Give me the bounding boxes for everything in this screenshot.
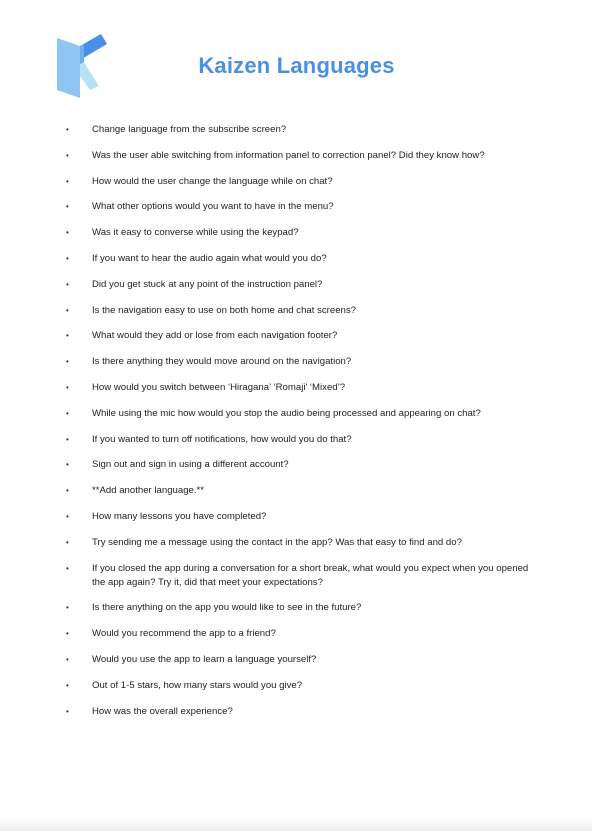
bullet-marker: • — [66, 460, 69, 470]
bullet-marker: • — [66, 176, 69, 186]
question-item — [66, 200, 536, 214]
bullet-marker: • — [66, 279, 69, 289]
bullet-marker: • — [66, 150, 69, 160]
question-text: How was the overall experience? — [92, 705, 233, 717]
question-text: **Add another language.** — [92, 485, 205, 497]
question-text: Is there anything they would move around on the navigation? — [92, 356, 352, 368]
question-text: What would they add or lose from each navigation footer? — [92, 330, 338, 342]
bullet-marker: • — [66, 486, 69, 496]
bullet-marker: • — [66, 357, 69, 367]
bullet-marker: • — [66, 706, 69, 716]
question-item — [66, 627, 536, 641]
question-item — [66, 679, 536, 693]
question-item — [66, 458, 536, 472]
question-item — [66, 484, 536, 498]
question-text: If you wanted to turn off notifications, how would you do that? — [92, 433, 352, 445]
question-item — [66, 433, 536, 447]
bullet-marker: • — [66, 511, 69, 521]
question-text: Was it easy to converse while using the keypad? — [92, 227, 299, 239]
question-item — [66, 510, 536, 524]
question-text: What other options would you want to have in the menu? — [92, 201, 334, 213]
question-text: If you closed the app during a conversation for a short break, what would you expect when you opened the app again? Try it, did that meet your expectations? — [92, 562, 529, 588]
question-item — [66, 381, 536, 395]
bullet-marker: • — [66, 603, 69, 613]
question-text: Try sending me a message using the contact in the app? Was that easy to find and do? — [92, 536, 462, 548]
question-text: Would you use the app to learn a language yourself? — [92, 653, 317, 665]
question-item — [66, 536, 536, 550]
page-bottom-edge — [0, 817, 592, 831]
question-item — [66, 407, 536, 421]
question-item — [66, 601, 536, 615]
question-item — [66, 226, 536, 240]
question-text: Out of 1-5 stars, how many stars would you give? — [92, 679, 303, 691]
bullet-marker: • — [66, 202, 69, 212]
question-text: How would the user change the language while on chat? — [92, 175, 333, 187]
question-text: Was the user able switching from information panel to correction panel? Did they know how? — [92, 149, 485, 161]
bullet-marker: • — [66, 654, 69, 664]
question-text: Would you recommend the app to a friend? — [92, 628, 276, 640]
question-item — [66, 304, 536, 318]
question-item — [66, 329, 536, 343]
question-text: How would you switch between ‘Hiragana’ ‘Romaji’ ‘Mixed’? — [92, 381, 346, 393]
question-text: Sign out and sign in using a different account? — [92, 459, 289, 471]
question-item — [66, 175, 536, 189]
question-item — [66, 123, 536, 137]
question-text: Did you get stuck at any point of the instruction panel? — [92, 278, 323, 290]
bullet-marker: • — [66, 537, 69, 547]
question-item — [66, 149, 536, 163]
bullet-marker: • — [66, 305, 69, 315]
bullet-marker: • — [66, 563, 69, 573]
question-item — [66, 355, 536, 369]
question-item — [66, 278, 536, 292]
bullet-marker: • — [66, 253, 69, 263]
question-text: How many lessons you have completed? — [92, 510, 267, 522]
question-text: If you want to hear the audio again what would you do? — [92, 252, 327, 264]
question-item — [66, 653, 536, 667]
bullet-marker: • — [66, 228, 69, 238]
question-text: Is there anything on the app you would like to see in the future? — [92, 602, 362, 614]
question-item — [66, 705, 536, 719]
question-text: Is the navigation easy to use on both home and chat screens? — [92, 304, 357, 316]
bullet-marker: • — [66, 408, 69, 418]
question-item — [66, 252, 536, 266]
question-item — [66, 562, 536, 590]
bullet-marker: • — [66, 331, 69, 341]
question-text: While using the mic how would you stop the audio being processed and appearing on chat? — [92, 407, 481, 419]
bullet-marker: • — [66, 680, 69, 690]
bullet-marker: • — [66, 434, 69, 444]
bullet-marker: • — [66, 629, 69, 639]
bullet-marker: • — [66, 382, 69, 392]
bullet-marker: • — [66, 125, 69, 134]
question-list — [66, 123, 536, 730]
brand-title: Kaizen Languages — [198, 53, 395, 78]
question-text: Change language from the subscribe screen? — [92, 124, 287, 135]
